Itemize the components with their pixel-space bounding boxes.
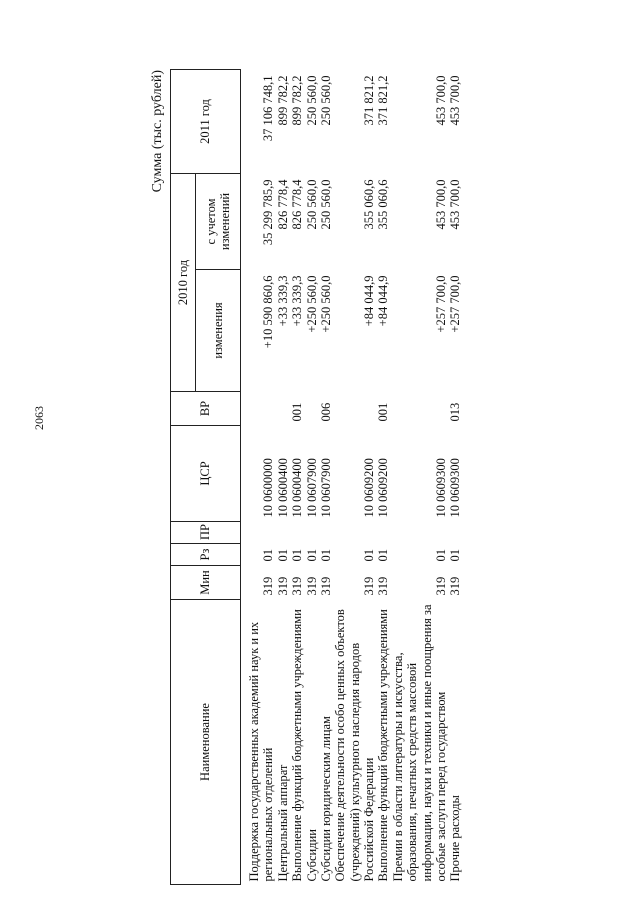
row-min: 319: [362, 576, 376, 596]
table-row: [391, 69, 449, 884]
row-2011: 899 782,2: [275, 75, 290, 126]
row-changes: +84 044,9: [362, 275, 376, 327]
unit-label: Сумма (тыс. рублей): [150, 70, 165, 193]
row-with-changes: 826 778,4: [275, 179, 290, 230]
row-pr: [290, 522, 304, 544]
row-vr: 013: [448, 402, 463, 422]
table-row: [290, 69, 304, 884]
table-row: [376, 69, 390, 884]
row-2011: 371 821,2: [362, 75, 376, 126]
budget-table: [170, 69, 463, 885]
page-number: 2063: [32, 406, 46, 430]
header-vr: ВР: [171, 392, 241, 426]
row-name: Субсидии: [304, 829, 319, 882]
row-rz: 01: [290, 549, 305, 562]
row-pr: [305, 522, 319, 544]
row-rz: 01: [448, 549, 463, 562]
row-2011: 453 700,0: [448, 75, 463, 126]
row-rz: 01: [433, 549, 448, 562]
row-csr: 10 0609200: [362, 458, 376, 518]
table-row: [276, 69, 290, 884]
row-min: 319: [290, 576, 305, 596]
header-year-2010: 2010 год: [171, 173, 196, 391]
row-changes: +33 339,3: [275, 275, 290, 327]
header-changes: изменения: [196, 270, 241, 392]
row-with-changes: 453 700,0: [448, 179, 463, 230]
table-header: [171, 69, 241, 884]
row-pr: [247, 522, 276, 544]
row-csr: 10 0609200: [376, 458, 391, 518]
row-min: 319: [376, 576, 391, 596]
row-2011: 899 782,2: [290, 75, 305, 126]
row-pr: [391, 522, 449, 544]
row-changes: +84 044,9: [376, 275, 391, 327]
row-2011: 371 821,2: [376, 75, 391, 126]
row-min: 319: [261, 576, 276, 596]
row-rz: 01: [275, 549, 290, 562]
row-csr: 10 0609300: [433, 458, 448, 518]
row-changes: +250 560,0: [318, 275, 333, 333]
row-name: Поддержка государственных академий наук и их региональных отделений: [247, 621, 276, 882]
row-2011: 453 700,0: [433, 75, 448, 126]
row-changes: +10 590 860,6: [261, 275, 276, 349]
row-min: 319: [318, 576, 333, 596]
row-name: Обеспечение деятельности особо ценных объектов (учреждений) культурного наследия народов Российской Федерации: [333, 609, 376, 882]
row-vr: 006: [318, 402, 333, 422]
row-pr: [276, 522, 290, 544]
row-csr: 10 0607900: [304, 458, 319, 518]
row-2011: 250 560,0: [318, 75, 333, 126]
row-vr: 001: [290, 402, 305, 422]
row-csr: 10 0600400: [275, 458, 290, 518]
row-pr: [333, 522, 376, 544]
row-min: 319: [448, 576, 463, 596]
row-pr: [319, 522, 333, 544]
row-rz: 01: [376, 549, 391, 562]
row-name: Центральный аппарат: [275, 764, 290, 882]
table-body: [241, 69, 463, 884]
row-vr: [276, 392, 290, 426]
header-pr: ПР: [171, 522, 241, 544]
header-min: Мин: [171, 566, 241, 600]
row-with-changes: 35 299 785,9: [261, 179, 276, 246]
header-rz: Рз: [171, 544, 241, 566]
row-2011: 250 560,0: [304, 75, 319, 126]
row-vr: [247, 392, 276, 426]
row-changes: +257 700,0: [433, 275, 448, 333]
row-vr: [391, 392, 449, 426]
row-csr: 10 0607900: [318, 458, 333, 518]
header-name: Наименование: [171, 600, 241, 885]
row-vr: 001: [376, 402, 391, 422]
row-vr: [333, 392, 376, 426]
row-csr: 10 0600400: [290, 458, 305, 518]
table-row: [247, 69, 276, 884]
row-pr: [376, 522, 390, 544]
header-csr: ЦСР: [171, 426, 241, 522]
budget-table-page: [150, 70, 630, 885]
row-rz: 01: [318, 549, 333, 562]
row-rz: 01: [261, 549, 276, 562]
row-csr: 10 0600000: [261, 458, 276, 518]
row-with-changes: 250 560,0: [318, 179, 333, 230]
row-2011: 37 106 748,1: [261, 75, 276, 142]
header-year-2011: 2011 год: [171, 69, 241, 173]
row-with-changes: 453 700,0: [433, 179, 448, 230]
table-row: [305, 69, 319, 884]
row-changes: +257 700,0: [448, 275, 463, 333]
row-with-changes: 826 778,4: [290, 179, 305, 230]
row-with-changes: 250 560,0: [304, 179, 319, 230]
table-row: [333, 69, 376, 884]
row-min: 319: [433, 576, 448, 596]
row-rz: 01: [304, 549, 319, 562]
row-name: Выполнение функций бюджетными учреждениями: [376, 609, 391, 882]
header-with-changes: с учетом изменений: [196, 173, 241, 269]
row-min: 319: [304, 576, 319, 596]
row-name: Выполнение функций бюджетными учреждениями: [290, 609, 305, 882]
row-name: Премии в области литературы и искусства, образования, печатных средств массовой информации, науки и техники и иные поощрения за особые заслуги перед государством: [390, 604, 448, 882]
row-min: 319: [275, 576, 290, 596]
row-vr: [305, 392, 319, 426]
row-name: Прочие расходы: [448, 795, 463, 882]
row-pr: [448, 522, 462, 544]
row-changes: +33 339,3: [290, 275, 305, 327]
table-row: [319, 69, 333, 884]
table-row: [448, 69, 462, 884]
row-with-changes: 355 060,6: [376, 179, 391, 230]
row-name: Субсидии юридическим лицам: [318, 716, 333, 882]
row-with-changes: 355 060,6: [362, 179, 376, 230]
row-csr: 10 0609300: [448, 458, 463, 518]
row-changes: +250 560,0: [304, 275, 319, 333]
row-rz: 01: [362, 549, 376, 562]
